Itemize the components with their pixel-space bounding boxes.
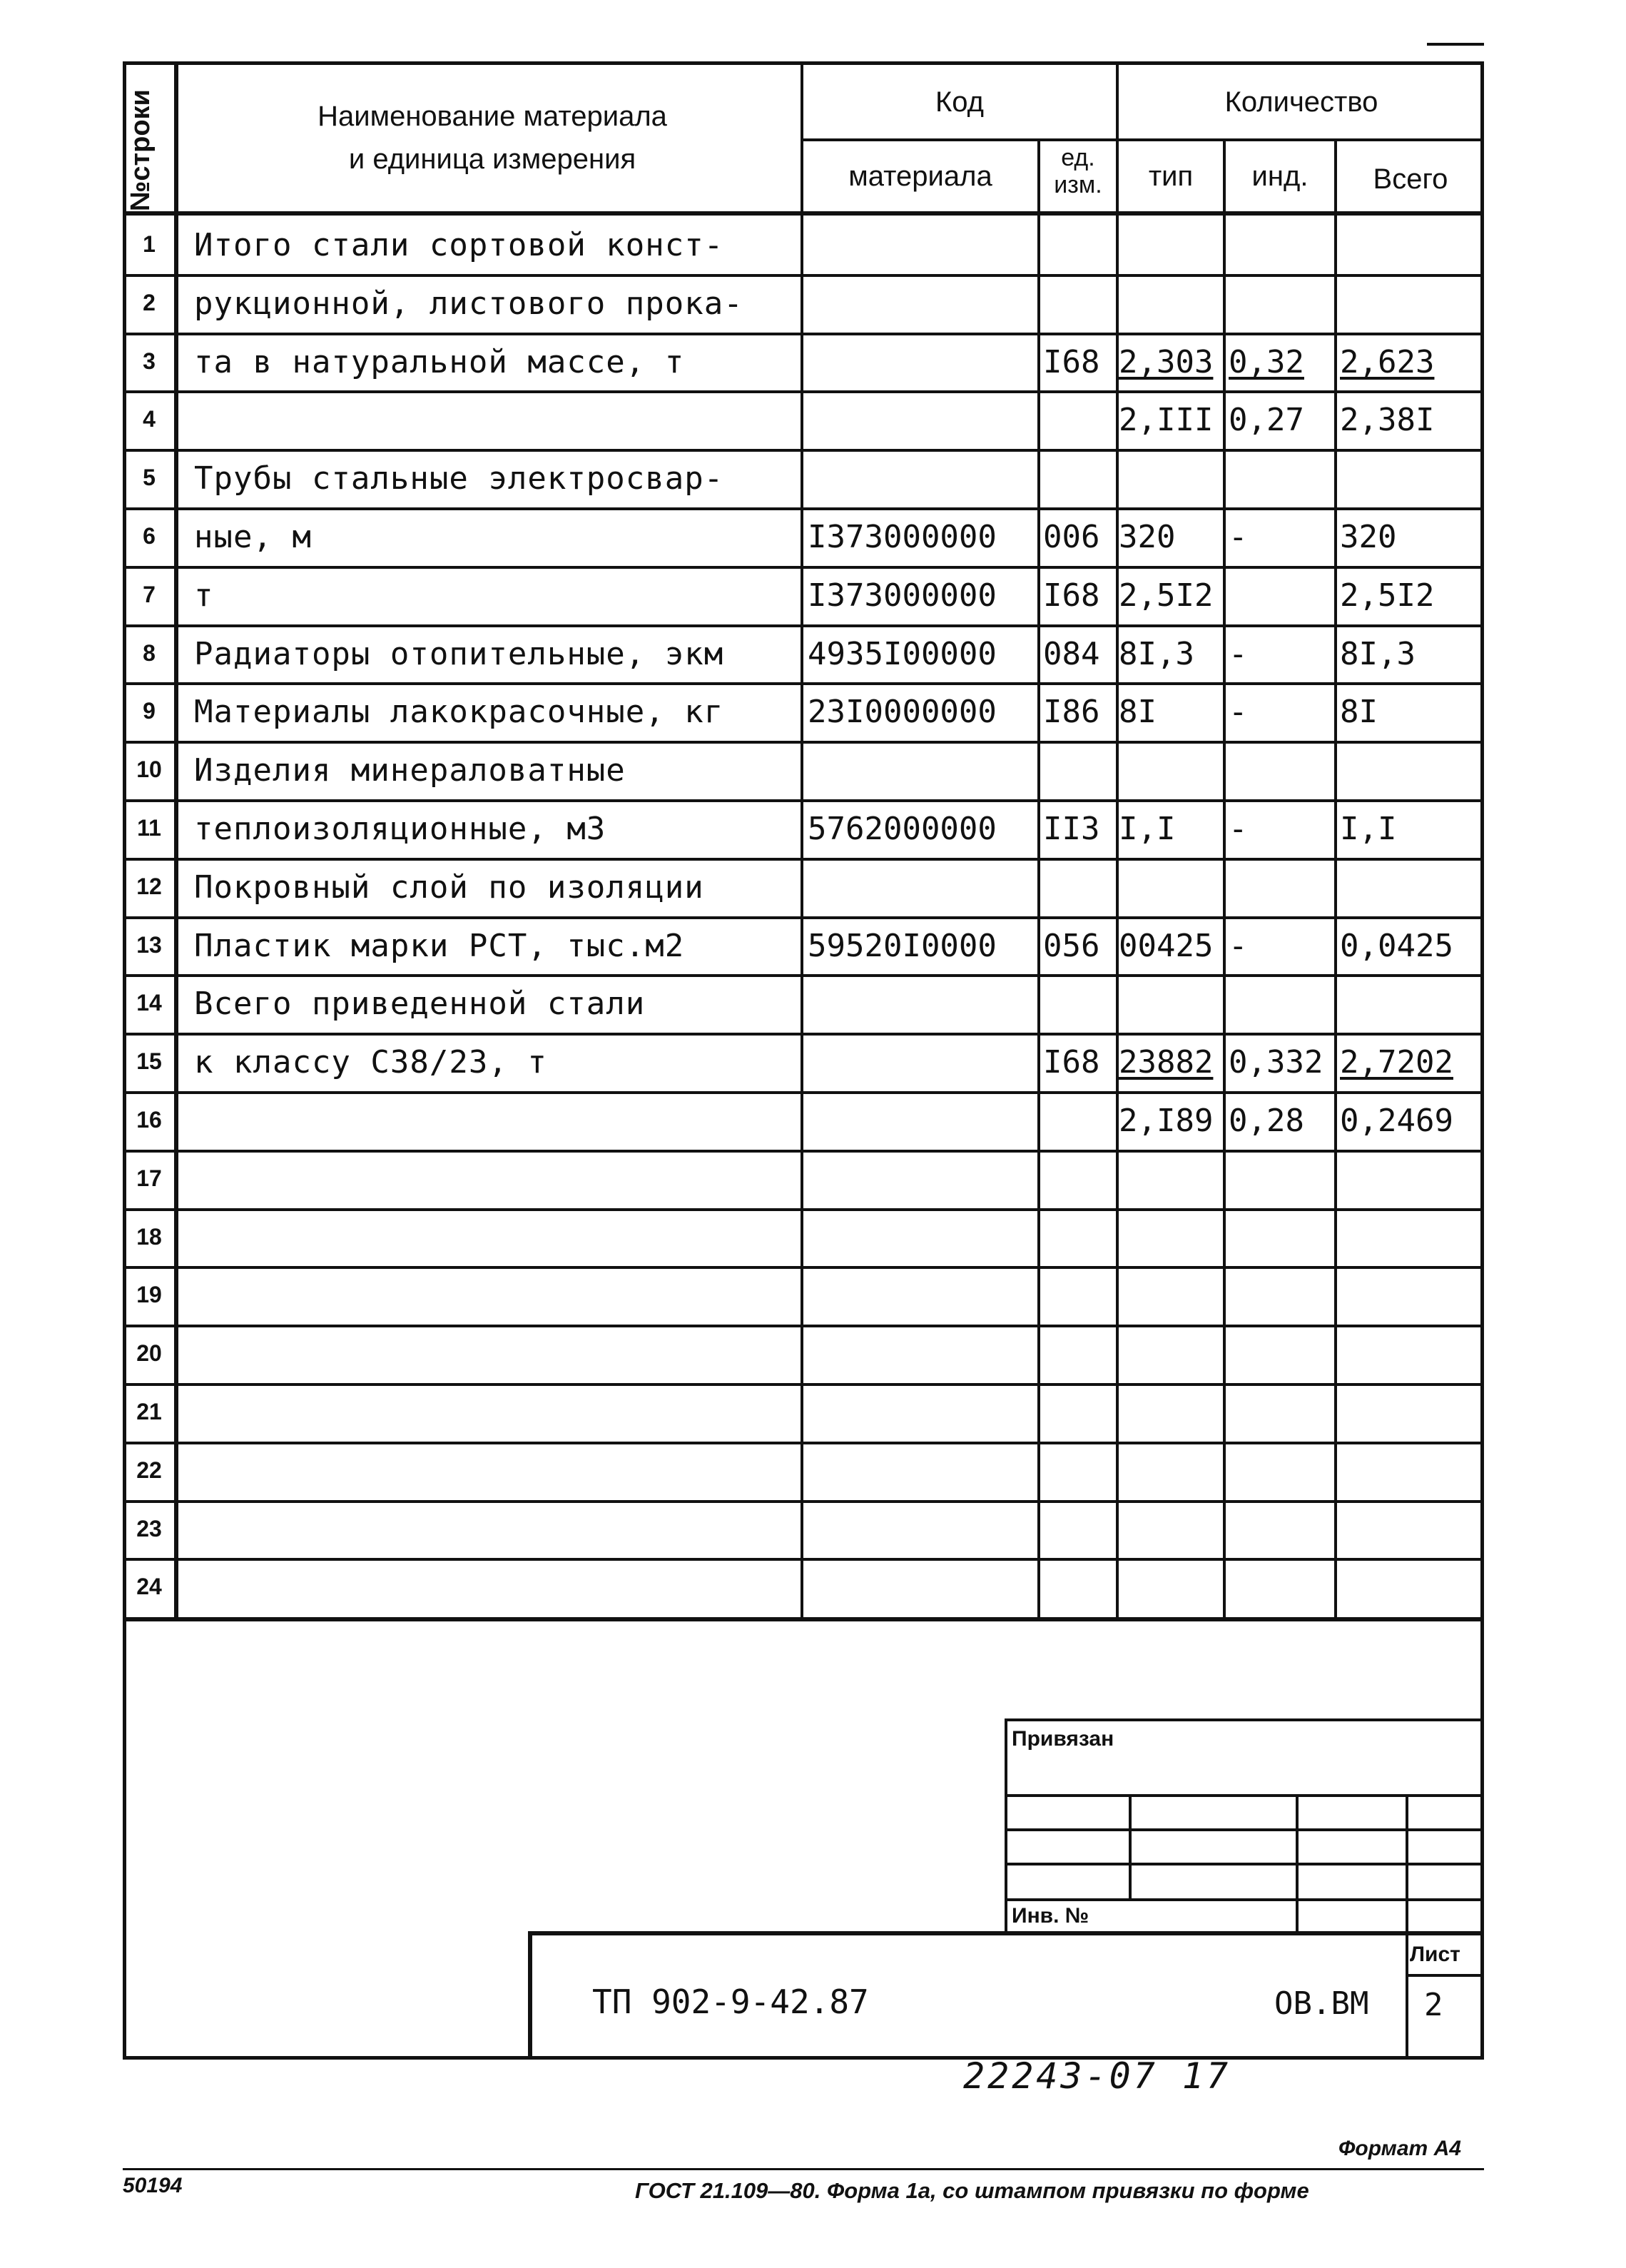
stamp-col-3 [1406, 1794, 1408, 2060]
row-ind: - [1229, 519, 1248, 555]
row-type: 23882 [1119, 1044, 1214, 1080]
stamp-top-line [1005, 1718, 1484, 1721]
row-name: рукционной, листового прока- [194, 285, 743, 322]
stamp-line-4 [1005, 1898, 1484, 1901]
row-number: 8 [143, 640, 156, 666]
col-line-total [1334, 138, 1337, 1620]
corner-mark [1427, 43, 1484, 46]
row-name: теплоизоляционные, м3 [194, 811, 606, 847]
row-number: 6 [143, 523, 156, 549]
header-bottom-line [123, 211, 1484, 216]
row-unit: I68 [1043, 1044, 1100, 1080]
row-total: I,I [1340, 811, 1397, 847]
row-number: 23 [136, 1516, 162, 1541]
col-line-no [174, 61, 178, 1620]
stamp-col-1 [1129, 1794, 1132, 1898]
row-ind: - [1229, 928, 1248, 964]
row-code: I373000000 [808, 519, 997, 555]
row-name: ные, м [194, 519, 312, 555]
row-unit: I86 [1043, 694, 1100, 730]
row-separator [123, 1442, 1484, 1444]
format-label: Формат А4 [1338, 2137, 1461, 2160]
col-line-unit [1037, 138, 1040, 1620]
row-number: 15 [136, 1048, 162, 1074]
unit-header-line2: изм. [1054, 171, 1102, 198]
row-separator [123, 1266, 1484, 1269]
row-ind: - [1229, 636, 1248, 672]
row-separator [123, 1091, 1484, 1094]
row-name: Всего приведенной стали [194, 986, 646, 1022]
qty-header: Количество [1224, 86, 1378, 118]
row-separator [123, 682, 1484, 685]
row-number: 3 [143, 348, 156, 374]
row-number: 22 [136, 1457, 162, 1483]
row-number: 7 [143, 582, 156, 607]
ind-header: инд. [1251, 161, 1309, 192]
row-unit: 006 [1043, 519, 1100, 555]
row-name: к классу С38/23, т [194, 1044, 547, 1080]
row-separator [123, 624, 1484, 627]
row-name: Изделия минераловатные [194, 752, 626, 789]
row-separator [123, 1150, 1484, 1153]
row-number: 16 [136, 1107, 162, 1133]
stamp-col-2 [1296, 1794, 1299, 1933]
row-separator [123, 741, 1484, 744]
row-type: 2,303 [1119, 344, 1214, 380]
row-name: Трубы стальные электросвар- [194, 460, 724, 497]
material-header: материала [848, 161, 992, 192]
row-name: Итого стали сортовой конст- [194, 227, 724, 263]
row-unit: I68 [1043, 577, 1100, 614]
row-number: 19 [136, 1282, 162, 1307]
row-number: 5 [143, 465, 156, 490]
row-total: 8I [1340, 694, 1378, 730]
stamp-line-3 [1005, 1863, 1484, 1865]
row-number: 11 [137, 815, 161, 841]
row-total: 2,623 [1340, 344, 1435, 380]
row-separator [123, 916, 1484, 919]
row-code: 4935I00000 [808, 636, 997, 672]
row-number: 18 [136, 1224, 162, 1250]
name-header-line1: Наименование материала [317, 101, 667, 132]
row-ind: 0,32 [1229, 344, 1304, 380]
footer-gost: ГОСТ 21.109—80. Форма 1а, со штампом привязки по форме [635, 2178, 1309, 2203]
row-separator [123, 390, 1484, 393]
row-type: I,I [1119, 811, 1176, 847]
row-unit: I68 [1043, 344, 1100, 380]
row-number: 4 [143, 406, 156, 432]
row-ind: - [1229, 811, 1248, 847]
row-total: 2,38I [1340, 402, 1435, 438]
header-subline [801, 138, 1484, 141]
row-code: 59520I0000 [808, 928, 997, 964]
row-number: 13 [136, 932, 162, 958]
row-code: 23I0000000 [808, 694, 997, 730]
row-type: 2,III [1119, 402, 1214, 438]
row-ind: 0,332 [1229, 1044, 1323, 1080]
footer-left-code: 50194 [123, 2174, 183, 2197]
col-no-header: №строки [126, 89, 156, 211]
doc-code: ТП 902-9-42.87 [592, 1983, 869, 2021]
row-separator [123, 449, 1484, 452]
row-code: 5762000000 [808, 811, 997, 847]
code-header: Код [935, 86, 984, 118]
row-separator [123, 799, 1484, 802]
row-type: 320 [1119, 519, 1176, 555]
row-number: 10 [136, 756, 162, 782]
row-total: 2,7202 [1340, 1044, 1453, 1080]
row-number: 2 [143, 290, 156, 315]
stamp-tied-label: Привязан [1012, 1727, 1114, 1751]
row-separator [123, 858, 1484, 861]
row-type: 8I,3 [1119, 636, 1194, 672]
row-type: 8I [1119, 694, 1157, 730]
row-number: 17 [136, 1165, 162, 1191]
row-separator [123, 1558, 1484, 1561]
row-name: Пластик марки РСТ, тыс.м2 [194, 928, 685, 964]
row-total: 0,2469 [1340, 1103, 1453, 1139]
footer-line [123, 2168, 1484, 2170]
row-ind: 0,27 [1229, 402, 1304, 438]
row-number: 12 [136, 874, 162, 899]
row-code: I373000000 [808, 577, 997, 614]
stamp-inv-label: Инв. № [1012, 1904, 1089, 1928]
row-number: 14 [136, 990, 162, 1016]
row-ind: 0,28 [1229, 1103, 1304, 1139]
type-header: тип [1148, 161, 1194, 192]
row-total: 0,0425 [1340, 928, 1453, 964]
stamp-line-1 [1005, 1794, 1484, 1797]
row-total: 2,5I2 [1340, 577, 1435, 614]
row-name: Материалы лакокрасочные, кг [194, 694, 724, 730]
handwritten-number: 22243-07 17 [963, 2055, 1231, 2097]
row-separator [123, 507, 1484, 510]
row-ind: - [1229, 694, 1248, 730]
row-unit: II3 [1043, 811, 1100, 847]
row-name: т [194, 577, 214, 614]
row-name: Покровный слой по изоляции [194, 869, 704, 906]
sheet-number: 2 [1424, 1987, 1443, 2023]
row-unit: 084 [1043, 636, 1100, 672]
title-block-top-line [528, 1931, 1484, 1935]
row-type: 2,I89 [1119, 1103, 1214, 1139]
col-line-code [801, 61, 803, 1620]
row-separator [123, 274, 1484, 277]
doc-mark: ОВ.ВМ [1274, 1985, 1369, 2022]
row-name: Радиаторы отопительные, экм [194, 636, 724, 672]
total-header: Всего [1373, 163, 1448, 195]
row-number: 24 [136, 1574, 162, 1599]
row-total: 320 [1340, 519, 1397, 555]
row-separator [123, 1325, 1484, 1327]
sheet-label: Лист [1410, 1943, 1460, 1966]
row-name: та в натуральной массе, т [194, 344, 685, 380]
row-total: 8I,3 [1340, 636, 1416, 672]
row-separator [123, 566, 1484, 569]
row-type: 00425 [1119, 928, 1214, 964]
row-separator [123, 974, 1484, 977]
name-header-line2: и единица измерения [348, 143, 636, 175]
stamp-line-2 [1005, 1828, 1484, 1831]
row-separator [123, 1208, 1484, 1211]
table-bottom-line [123, 1617, 1484, 1621]
row-separator [123, 1500, 1484, 1503]
unit-header-line1: ед. [1061, 144, 1095, 171]
row-separator [123, 1383, 1484, 1386]
title-block-left-line [528, 1931, 532, 2060]
row-number: 9 [143, 698, 156, 724]
row-number: 1 [143, 231, 156, 257]
row-separator [123, 1033, 1484, 1036]
row-type: 2,5I2 [1119, 577, 1214, 614]
row-number: 20 [136, 1340, 162, 1366]
sheet-divider-line [1406, 1974, 1484, 1977]
row-separator [123, 333, 1484, 335]
row-unit: 056 [1043, 928, 1100, 964]
row-number: 21 [136, 1399, 162, 1424]
col-line-ind [1223, 138, 1226, 1620]
